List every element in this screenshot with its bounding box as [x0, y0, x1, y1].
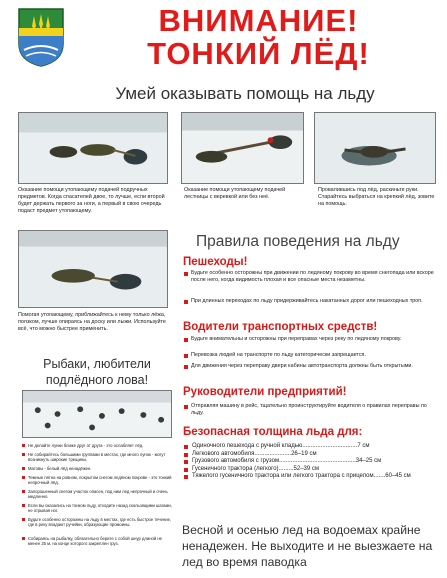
rescue-photo-3: [314, 112, 436, 184]
coat-of-arms-icon: [16, 6, 66, 68]
pedestrians-rule: Будьте особенно осторожны при движении по ледяному покрову во время снегопада или вскоре после него, когда видимость плохая и все опасные места незаметны.: [183, 270, 438, 284]
fishermen-photo: [22, 390, 172, 438]
photo-1-caption: Оказание помощи утопающему подачей подручных предметов. Когда спасателей двое, то лучше, если второй будет держать первого за ноги, а первый в свою очередь подаст предмет утопающему.: [18, 187, 165, 214]
photo-4-caption: Помогая утопающему, приближайтесь к нему только лёжа, ползком, лучше опираясь на доску или лыжи. Используйте всё, что можно быстрее применить.: [18, 312, 166, 332]
fishermen-rule: Матовы - белый лёд ненадёжен.: [22, 466, 172, 471]
fishermen-title: Рыбаки, любители подлёдного лова!: [43, 357, 151, 387]
managers-rule: Отправляя машину в рейс, тщательно проинструктируйте водителя о правилах переправы по льду.: [183, 403, 438, 417]
photo-3-caption: Провалившись под лёд, раскиньте руки. Старайтесь выбраться на крепкий лёд, зовите на помощь.: [318, 187, 435, 207]
fishermen-rule: Темные пятна на ровном, покрытом снегом ледяном покрове - это тонкий непрочный лёд.: [22, 475, 172, 485]
drivers-rule: Перевозка людей на транспорте по льду категорически запрещается.: [183, 352, 438, 359]
rescue-photo-1: [18, 112, 168, 184]
managers-heading: Руководители предприятий!: [183, 386, 347, 398]
drivers-rule: Будьте внимательны и осторожны при переправах через реку по ледяному покрову.: [183, 336, 438, 343]
poster-title-line2: ТОНКИЙ ЛЁД!: [147, 36, 370, 71]
pedestrians-heading: Пешеходы!: [183, 256, 248, 268]
fishermen-rule: Если вы оказались на тонком льду, отходите назад скользящими шагами, не отрывая ног.: [22, 503, 172, 513]
rules-title: Правила поведения на льду: [196, 233, 400, 250]
poster-subtitle: Умей оказывать помощь на льду: [115, 84, 375, 103]
ice-thickness-item: Грузового автомобиля с грузом..............................................34–25 см: [183, 458, 423, 466]
ice-thickness-item: Тяжелого гусеничного трактора или легкого трактора с прицепом.......60–45 см: [183, 473, 423, 481]
drivers-heading: Водители транспортных средств!: [183, 321, 378, 333]
drivers-rule: Для движения через переправу двери кабины автотранспорта должны быть открытыми.: [183, 363, 438, 370]
fishermen-rule: Не собирайтесь большими группами в местах, где много лунок - могут возникнуть широкие трещины.: [22, 452, 172, 462]
ice-thickness-item: Гусеничного трактора (легкого).........52–39 см: [183, 466, 423, 474]
ice-thickness-heading: Безопасная толщина льда для:: [183, 426, 363, 438]
photo-2-caption: Оказание помощи утопающему подачей лестницы с веревкой или без неё.: [184, 187, 286, 200]
fishermen-rule: Будьте особенно осторожны на льду в местах, где есть быстрое течение, где в реку впадают ручейки, образующие промоины.: [22, 517, 172, 527]
ice-thickness-item: Легкового автомобиля......................26–19 см: [183, 451, 423, 459]
rescue-photo-4: [18, 230, 168, 308]
ice-thickness-item: Одиночного пешехода с ручной кладью.................................7 см: [183, 443, 423, 451]
spring-autumn-warning: Весной и осенью лед на водоемах крайне ненадежен. Не выходите и не выезжаете на лед во время паводка: [182, 523, 433, 569]
ice-thickness-list: [183, 443, 423, 481]
pedestrians-rule: При длинных переходах по льду придерживайтесь накатанных дорог или пешеходных троп.: [183, 298, 438, 305]
fishermen-rule: Собираясь на рыбалку, обязательно берите с собой шнур длиной не менее 25 м, на конце которого закреплен груз.: [22, 536, 172, 546]
fishermen-rule: Запорошенный снегом участок опасен, под ним лед непрочный и очень медленно.: [22, 489, 172, 499]
rescue-photo-2: [181, 112, 304, 184]
poster-title-line1: ВНИМАНИЕ!: [158, 3, 359, 38]
fishermen-rule: Не делайте лунки ближе друг от друга - это ослабляет лёд.: [22, 443, 172, 448]
